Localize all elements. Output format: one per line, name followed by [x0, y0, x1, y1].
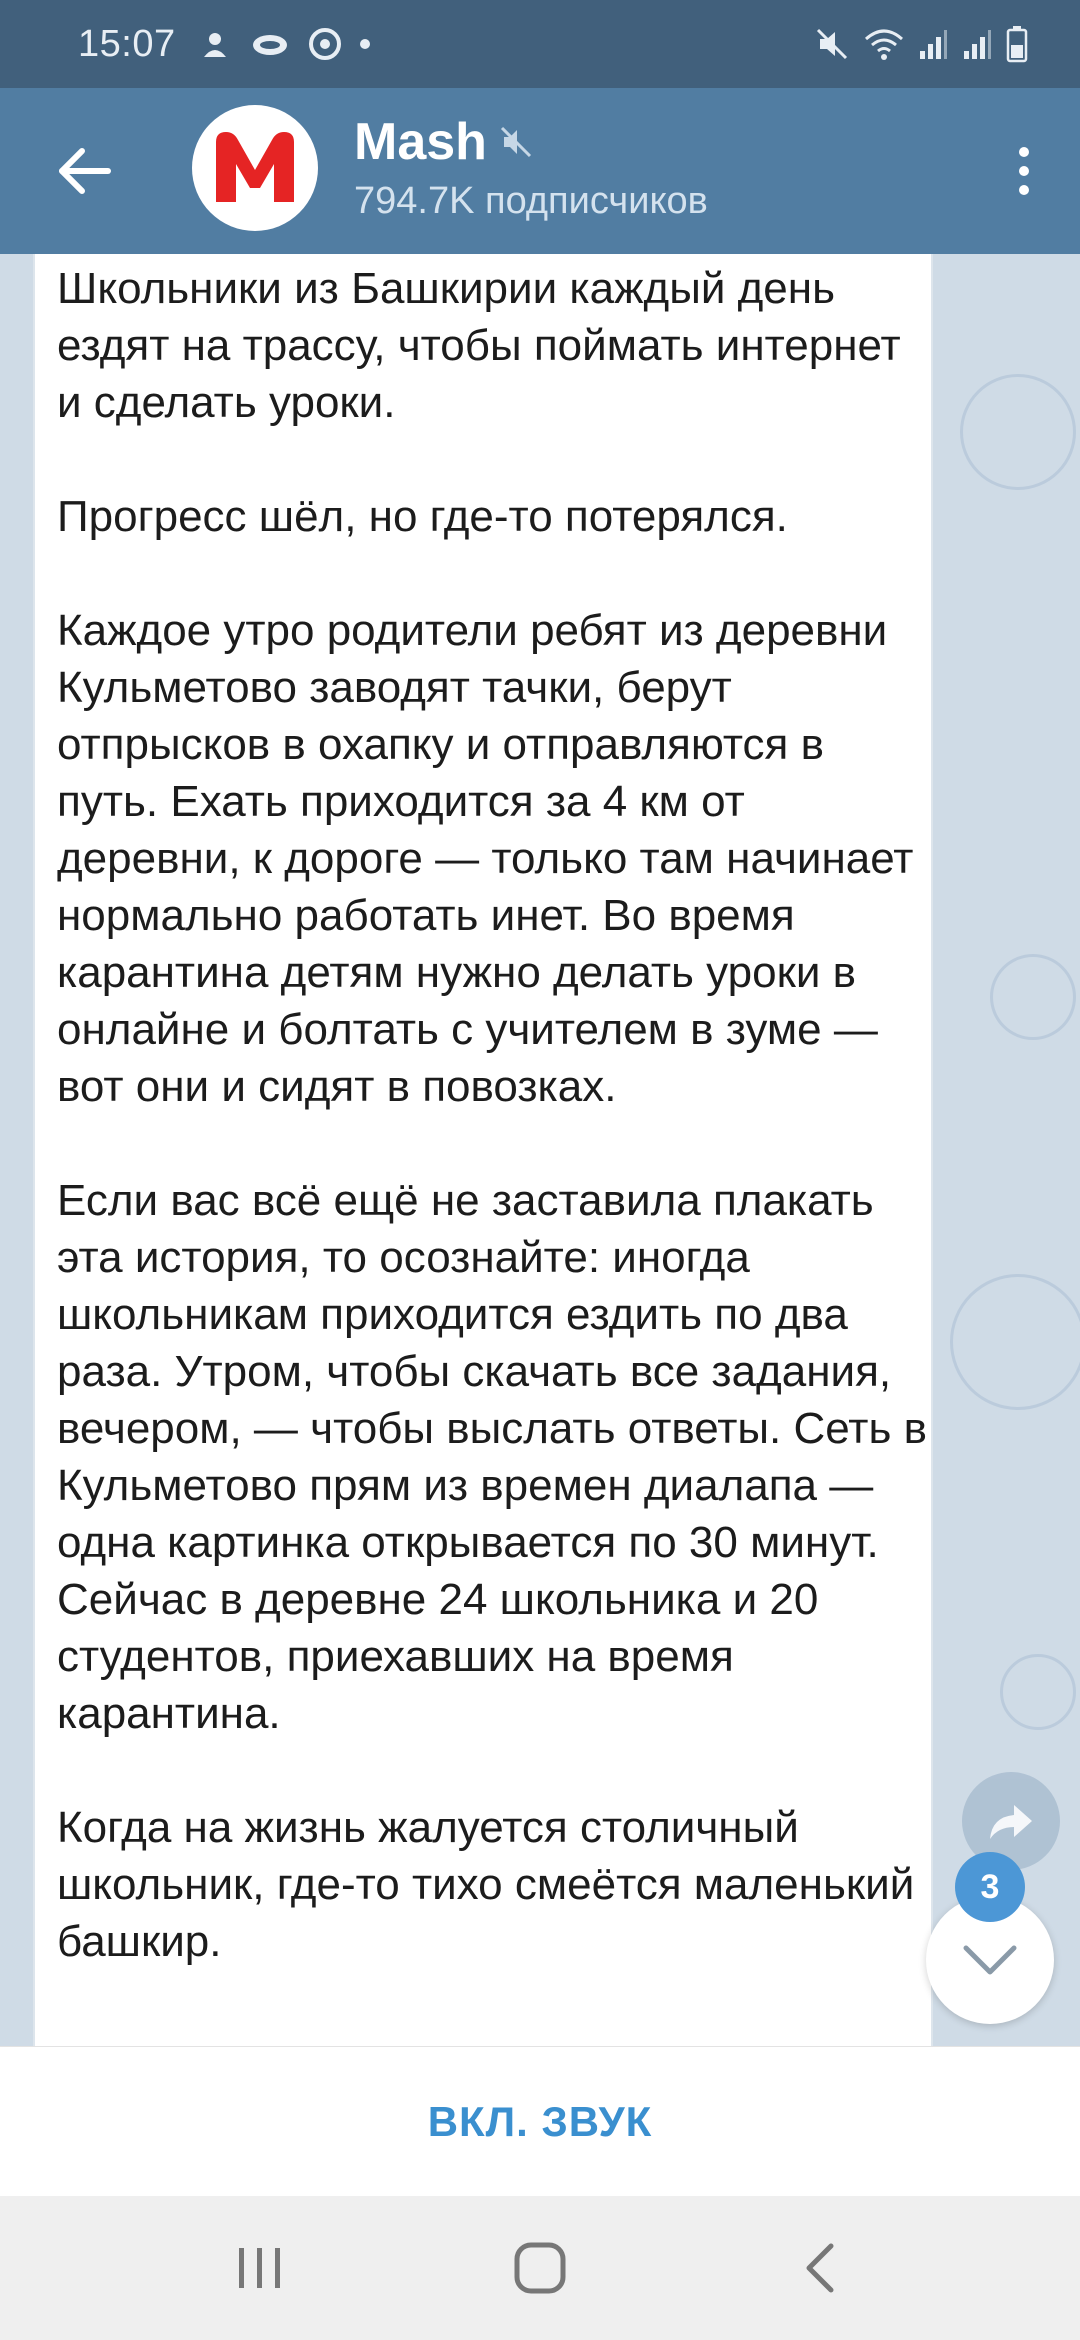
home-icon — [513, 2241, 567, 2295]
status-system-icons — [814, 25, 1028, 63]
unmute-button[interactable]: ВКЛ. ЗВУК — [427, 2098, 653, 2145]
muted-speaker-icon — [499, 125, 533, 159]
subscriber-count: 794.7K подписчиков — [354, 180, 708, 222]
message-paragraph: Когда на жизнь жалуется столичный школьник, где-то тихо смеётся маленький башкир. — [57, 1803, 915, 1966]
wallpaper-doodle — [990, 954, 1076, 1040]
message-paragraph: Каждое утро родители ребят из деревни Кульметово заводят тачки, берут отпрысков в охапку и отправляются в путь. Ехать приходится за 4 км от деревни, к дороге — только там начинает нормально работать инет. Во время карантина детям нужно делать уроки в онлайне и болтать с учителем в зуме — вот они и сидят в повозках. — [57, 606, 914, 1111]
status-bar — [0, 0, 1080, 88]
message-paragraph: Школьники из Башкирии каждый день ездят на трассу, чтобы поймать интернет и сделать уроки. — [57, 264, 901, 427]
unread-count-badge: 3 — [955, 1852, 1025, 1922]
bottom-action-bar — [0, 2046, 1080, 2197]
chrome-icon — [308, 27, 342, 61]
signal-icon-1 — [918, 27, 948, 61]
message-text — [57, 260, 927, 2027]
wallpaper-doodle — [960, 374, 1076, 490]
message-paragraph: Если вас всё ещё не заставила плакать эта история, то осознайте: иногда школьникам приходится ездить по два раза. Утром, чтобы скачать все задания, вечером, — чтобы выслать ответы. Сеть в Кульметово прям из времен диалапа — одна картинка открывается по 30 минут. Сейчас в деревне 24 школьника и 20 студентов, приехавших на время карантина. — [57, 1176, 927, 1738]
wifi-icon — [864, 27, 904, 61]
channel-avatar[interactable] — [192, 105, 318, 231]
mash-logo-icon — [210, 128, 300, 208]
more-options-button[interactable] — [994, 131, 1054, 211]
message-paragraph: Прогресс шёл, но где-то потерялся. — [57, 492, 788, 541]
back-nav-button[interactable] — [770, 2218, 870, 2318]
notification-app-icon — [198, 27, 232, 61]
chevron-left-icon — [803, 2242, 837, 2294]
chat-area[interactable] — [0, 254, 1080, 2046]
dot-icon — [1019, 147, 1029, 157]
status-notification-icons — [198, 27, 370, 61]
dot-icon — [1019, 185, 1029, 195]
home-button[interactable] — [490, 2218, 590, 2318]
cloud-app-icon — [250, 29, 290, 59]
recent-apps-button[interactable] — [210, 2218, 310, 2318]
wallpaper-doodle — [1000, 1654, 1076, 1730]
back-button[interactable] — [44, 131, 124, 211]
chevron-down-icon — [962, 1944, 1018, 1976]
wallpaper-doodle — [950, 1274, 1080, 1410]
channel-info[interactable] — [354, 112, 708, 223]
dot-icon — [1019, 166, 1029, 176]
more-notifications-dot — [360, 39, 370, 49]
message-bubble[interactable] — [33, 254, 933, 2046]
recent-apps-icon — [235, 2244, 285, 2292]
signal-icon-2 — [962, 27, 992, 61]
channel-title: Mash — [354, 113, 487, 171]
battery-icon — [1006, 25, 1028, 63]
share-arrow-icon — [988, 1801, 1034, 1841]
channel-header — [0, 88, 1080, 254]
status-time: 15:07 — [78, 22, 176, 65]
mute-icon — [814, 26, 850, 62]
system-nav-bar — [0, 2196, 1080, 2340]
channel-title-row — [354, 112, 708, 172]
arrow-left-icon — [56, 147, 112, 195]
